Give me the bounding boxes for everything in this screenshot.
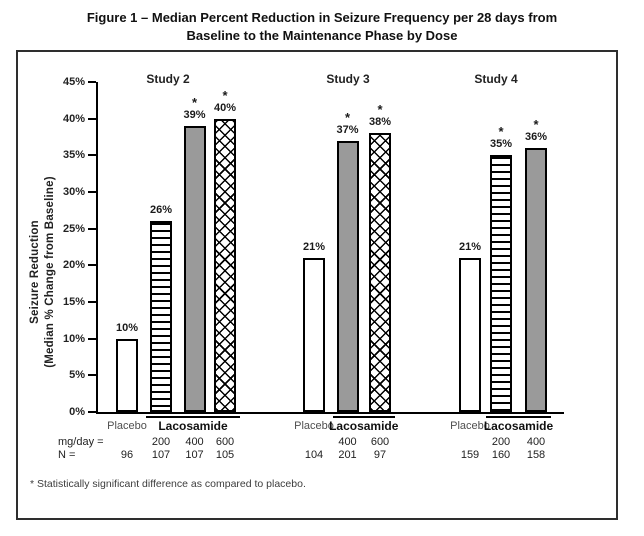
n-value: 107 [185, 449, 204, 461]
significance-asterisk: * [377, 102, 383, 117]
y-tick-label: 35% [62, 149, 85, 162]
dose-row-label: mg/day = [58, 436, 104, 448]
y-tick-mark [88, 411, 96, 413]
figure-title-line1: Figure 1 – Median Percent Reduction in Seizure Frequency per 28 days from [86, 10, 558, 25]
chart-frame [16, 50, 618, 520]
dose-value: 600 [370, 436, 390, 448]
y-tick-label: 10% [62, 332, 85, 345]
y-tick-label: 0% [69, 406, 85, 418]
significance-asterisk: * [191, 95, 198, 110]
y-tick-mark [88, 301, 96, 303]
bar-value-label: 26% [149, 204, 173, 216]
n-value: 97 [373, 449, 387, 461]
n-value: 158 [526, 449, 546, 461]
placebo-group-label: Placebo [294, 420, 334, 432]
dose-value: 600 [215, 436, 235, 448]
significance-footnote: * Statistically significant difference as compared to placebo. [30, 478, 306, 490]
n-value: 201 [338, 449, 357, 461]
y-tick-mark [88, 118, 96, 120]
bar-lacosamide-400 [184, 126, 206, 412]
bar-lacosamide-400 [337, 141, 359, 412]
drug-group-label: Lacosamide [158, 419, 228, 433]
y-tick-label: 15% [62, 296, 85, 308]
y-tick-label: 45% [62, 76, 85, 88]
bar-value-label: 36% [524, 131, 548, 143]
y-tick-mark [88, 264, 96, 266]
y-tick-label: 20% [62, 259, 85, 272]
y-tick-mark [88, 191, 96, 193]
y-tick-label: 5% [69, 369, 85, 382]
drug-group-overline [333, 416, 396, 418]
y-tick-label: 25% [62, 222, 85, 235]
study-title: Study 4 [474, 72, 518, 86]
dose-value: 200 [151, 436, 171, 448]
drug-group-label: Lacosamide [483, 419, 554, 433]
significance-asterisk: * [222, 88, 228, 103]
plot-area [18, 52, 616, 518]
bar-lacosamide-200 [150, 221, 172, 412]
y-tick-label: 30% [62, 186, 85, 198]
n-value: 104 [304, 449, 324, 461]
study-title: Study 3 [326, 72, 370, 86]
bar-lacosamide-600 [369, 133, 391, 412]
bar-value-label: 21% [458, 241, 482, 253]
drug-group-overline [146, 416, 240, 418]
figure-title-line2: Baseline to the Maintenance Phase by Dose [186, 27, 458, 43]
y-tick-mark [88, 81, 96, 83]
bar-value-label: 39% [183, 109, 206, 121]
dose-value: 400 [526, 436, 546, 448]
bar-value-label: 38% [368, 116, 392, 128]
y-axis-line [96, 82, 98, 414]
placebo-group-label: Placebo [107, 420, 147, 432]
figure-title [0, 9, 644, 44]
n-value: 96 [120, 449, 134, 461]
n-value: 159 [460, 449, 480, 461]
bar-lacosamide-600 [214, 119, 236, 412]
bar-placebo [303, 258, 325, 412]
placebo-group-label: Placebo [450, 420, 490, 432]
significance-asterisk: * [344, 110, 351, 125]
drug-group-overline [486, 416, 551, 418]
dose-value: 200 [491, 436, 511, 448]
bar-value-label: 37% [336, 124, 359, 136]
y-tick-mark [88, 374, 96, 376]
y-axis-label-line1: Seizure Reduction [29, 220, 41, 324]
bar-value-label: 10% [115, 322, 139, 334]
bar-placebo [116, 339, 138, 412]
significance-asterisk: * [498, 124, 504, 139]
bar-value-label: 40% [213, 102, 237, 114]
y-axis-label-line2: (Median % Change from Baseline) [44, 176, 56, 368]
bar-value-label: 35% [489, 138, 513, 150]
n-value: 105 [215, 449, 235, 461]
x-axis-line [96, 412, 564, 414]
dose-value: 400 [338, 436, 357, 448]
n-value: 107 [151, 449, 171, 461]
n-value: 160 [491, 449, 511, 461]
study-title: Study 2 [146, 72, 190, 86]
dose-value: 400 [185, 436, 204, 448]
y-tick-mark [88, 338, 96, 340]
bar-placebo [459, 258, 481, 412]
y-tick-mark [88, 228, 96, 230]
bar-lacosamide-400 [525, 148, 547, 412]
drug-group-label: Lacosamide [329, 419, 399, 433]
y-tick-label: 40% [62, 112, 85, 125]
significance-asterisk: * [533, 117, 539, 132]
bar-value-label: 21% [302, 241, 326, 253]
bar-lacosamide-200 [490, 155, 512, 412]
y-tick-mark [88, 154, 96, 156]
n-row-label: N = [58, 449, 76, 461]
